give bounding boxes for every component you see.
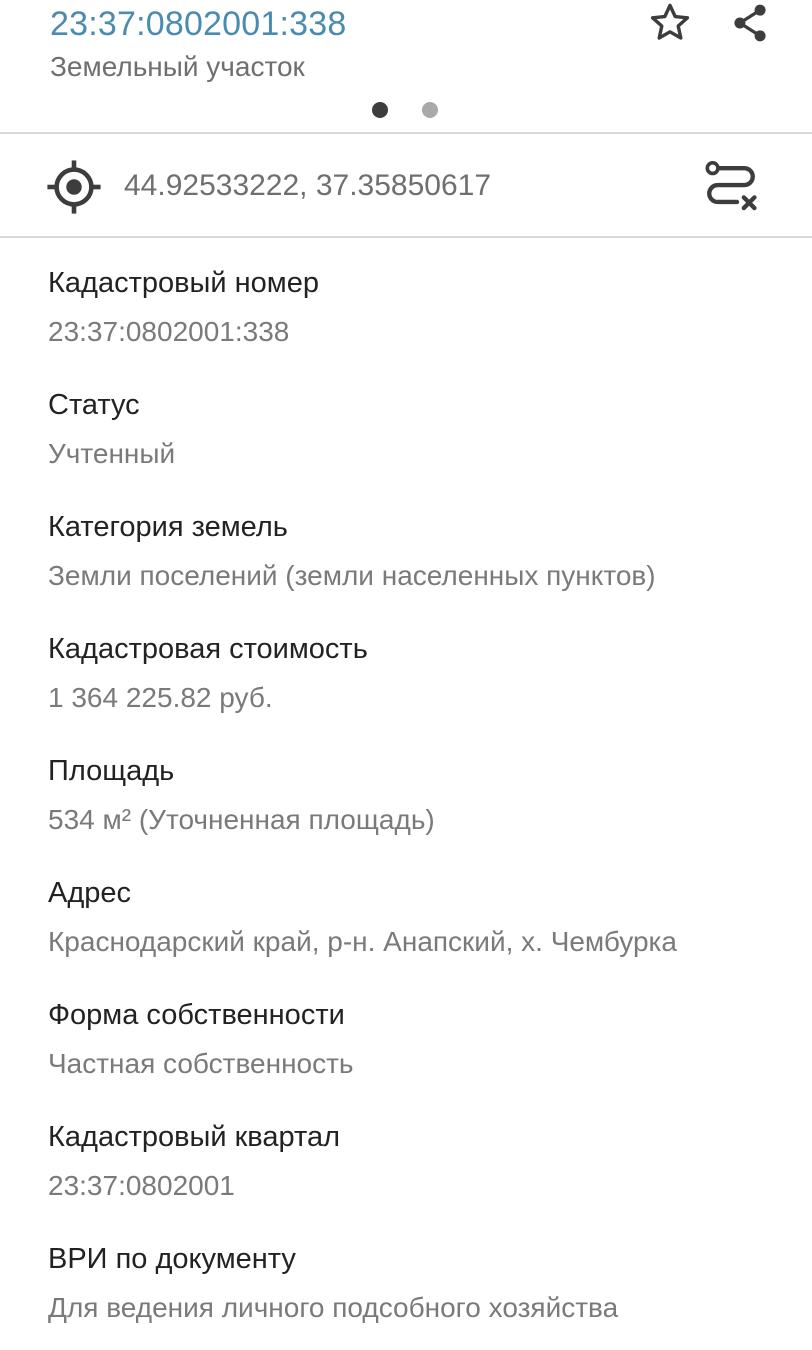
field-label: Кадастровый номер <box>48 267 319 299</box>
coordinates-row <box>0 134 812 238</box>
page-dot-active[interactable] <box>372 102 388 118</box>
field-label: Статус <box>48 389 140 421</box>
field-label: Адрес <box>48 877 132 909</box>
field-area <box>48 726 788 848</box>
field-label: ВРИ по документу <box>48 1243 296 1275</box>
favorite-button[interactable] <box>644 0 696 49</box>
field-value[interactable]: Земли поселений (земли населенных пунктов) <box>48 560 656 591</box>
field-value[interactable]: Краснодарский край, р-н. Анапский, х. Чембурка <box>48 926 677 957</box>
share-button[interactable] <box>724 0 776 49</box>
coordinates-text[interactable]: 44.92533222, 37.35850617 <box>124 169 492 202</box>
field-value[interactable]: Частная собственность <box>48 1048 354 1079</box>
field-label: Площадь <box>48 755 175 787</box>
field-status <box>48 360 788 482</box>
field-cadastral-quarter <box>48 1092 788 1214</box>
field-address <box>48 848 788 970</box>
field-permitted-use <box>48 1214 788 1336</box>
field-cadastral-number <box>48 238 788 360</box>
route-off-icon <box>702 158 760 216</box>
field-value[interactable]: Учтенный <box>48 438 176 469</box>
page-dot-inactive[interactable] <box>422 102 438 118</box>
my-location-button[interactable] <box>44 157 104 217</box>
field-land-category <box>48 482 788 604</box>
star-outline-icon <box>646 0 694 47</box>
field-label: Категория земель <box>48 511 288 543</box>
crosshair-icon <box>45 158 103 216</box>
share-icon <box>728 1 772 45</box>
page-indicator <box>0 100 812 120</box>
field-value[interactable]: 534 м² (Уточненная площадь) <box>48 804 435 835</box>
field-label: Кадастровая стоимость <box>48 633 368 665</box>
field-value[interactable]: 23:37:0802001:338 <box>48 316 290 347</box>
header <box>0 0 812 134</box>
field-ownership-form <box>48 970 788 1092</box>
page-subtitle: Земельный участок <box>50 51 305 82</box>
field-value[interactable]: 23:37:0802001 <box>48 1170 235 1201</box>
page-title: 23:37:0802001:338 <box>50 5 347 43</box>
field-label: Форма собственности <box>48 999 345 1031</box>
field-value[interactable]: 1 364 225.82 руб. <box>48 682 273 713</box>
field-value[interactable]: Для ведения личного подсобного хозяйства <box>48 1292 619 1323</box>
field-cadastral-value <box>48 604 788 726</box>
field-label: Кадастровый квартал <box>48 1121 341 1153</box>
route-off-button[interactable] <box>700 157 762 217</box>
